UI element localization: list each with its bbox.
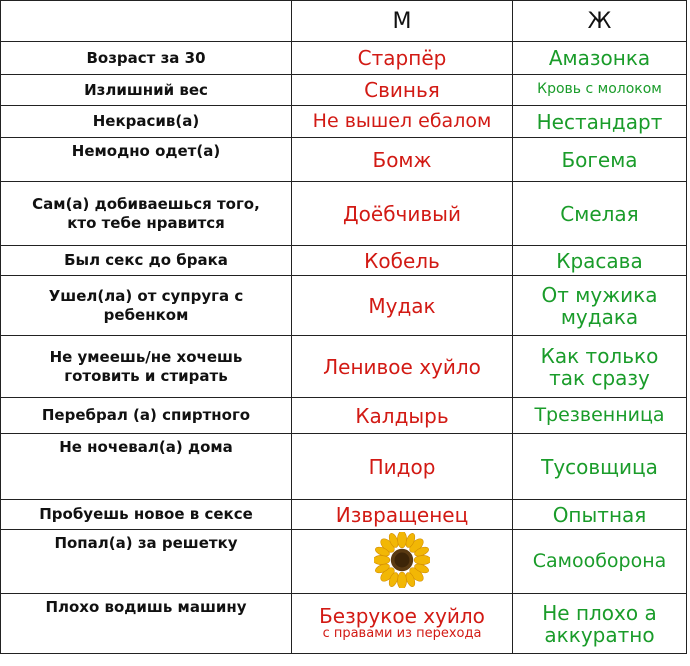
male-label: Доёбчивый — [292, 182, 513, 246]
condition-cell: Излишний вес — [1, 75, 292, 106]
male-label-text: Безрукое хуйло — [319, 604, 485, 629]
header-f: Ж — [513, 1, 687, 42]
table-row — [1, 75, 687, 106]
male-label: Свинья — [292, 75, 513, 106]
female-label: Опытная — [513, 500, 687, 530]
male-label: Мудак — [292, 276, 513, 336]
male-label: Пидор — [292, 434, 513, 500]
male-label: Кобель — [292, 246, 513, 276]
table-row — [1, 530, 687, 594]
header-m: М — [292, 1, 513, 42]
female-label: Тусовщица — [513, 434, 687, 500]
condition-cell: Сам(а) добиваешься того, кто тебе нравится — [1, 182, 292, 246]
male-label-subtext: с правами из перехода — [322, 626, 482, 642]
table-row — [1, 246, 687, 276]
condition-cell: Попал(а) за решетку — [1, 530, 292, 594]
male-label: Ленивое хуйло — [292, 336, 513, 398]
header-row — [1, 1, 687, 42]
female-label — [513, 75, 687, 106]
table-row — [1, 398, 687, 434]
condition-cell: Ушел(ла) от супруга с ребенком — [1, 276, 292, 336]
condition-cell: Некрасив(а) — [1, 106, 292, 138]
table-row — [1, 138, 687, 182]
condition-cell: Возраст за 30 — [1, 42, 292, 75]
female-label: Амазонка — [513, 42, 687, 75]
condition-cell: Плохо водишь машину — [1, 594, 292, 654]
female-label: Как только так сразу — [513, 336, 687, 398]
condition-cell: Немодно одет(а) — [1, 138, 292, 182]
female-label: Трезвенница — [513, 398, 687, 434]
male-label: Извращенец — [292, 500, 513, 530]
female-label-text: Кровь с молоком — [537, 81, 662, 98]
condition-cell: Перебрал (а) спиртного — [1, 398, 292, 434]
female-label: Красава — [513, 246, 687, 276]
table-row — [1, 336, 687, 398]
male-label: Старпёр — [292, 42, 513, 75]
female-label: Нестандарт — [513, 106, 687, 138]
condition-cell: Пробуешь новое в сексе — [1, 500, 292, 530]
table-row — [1, 594, 687, 654]
condition-cell: Не умеешь/не хочешь готовить и стирать — [1, 336, 292, 398]
male-icon-cell — [292, 530, 513, 594]
table-row — [1, 182, 687, 246]
table-row — [1, 434, 687, 500]
female-label: Самооборона — [513, 530, 687, 594]
male-label: Бомж — [292, 138, 513, 182]
male-label: Не вышел ебалом — [292, 106, 513, 138]
header-empty — [1, 1, 292, 42]
male-label: Калдырь — [292, 398, 513, 434]
table-row — [1, 106, 687, 138]
female-label: От мужика мудака — [513, 276, 687, 336]
condition-cell: Был секс до брака — [1, 246, 292, 276]
female-label: Богема — [513, 138, 687, 182]
female-label: Смелая — [513, 182, 687, 246]
table-row — [1, 276, 687, 336]
condition-cell: Не ночевал(а) дома — [1, 434, 292, 500]
sunflower-icon — [374, 532, 430, 588]
table-row — [1, 42, 687, 75]
male-label — [292, 594, 513, 654]
female-label: Не плохо а аккуратно — [513, 594, 687, 654]
table-row — [1, 500, 687, 530]
